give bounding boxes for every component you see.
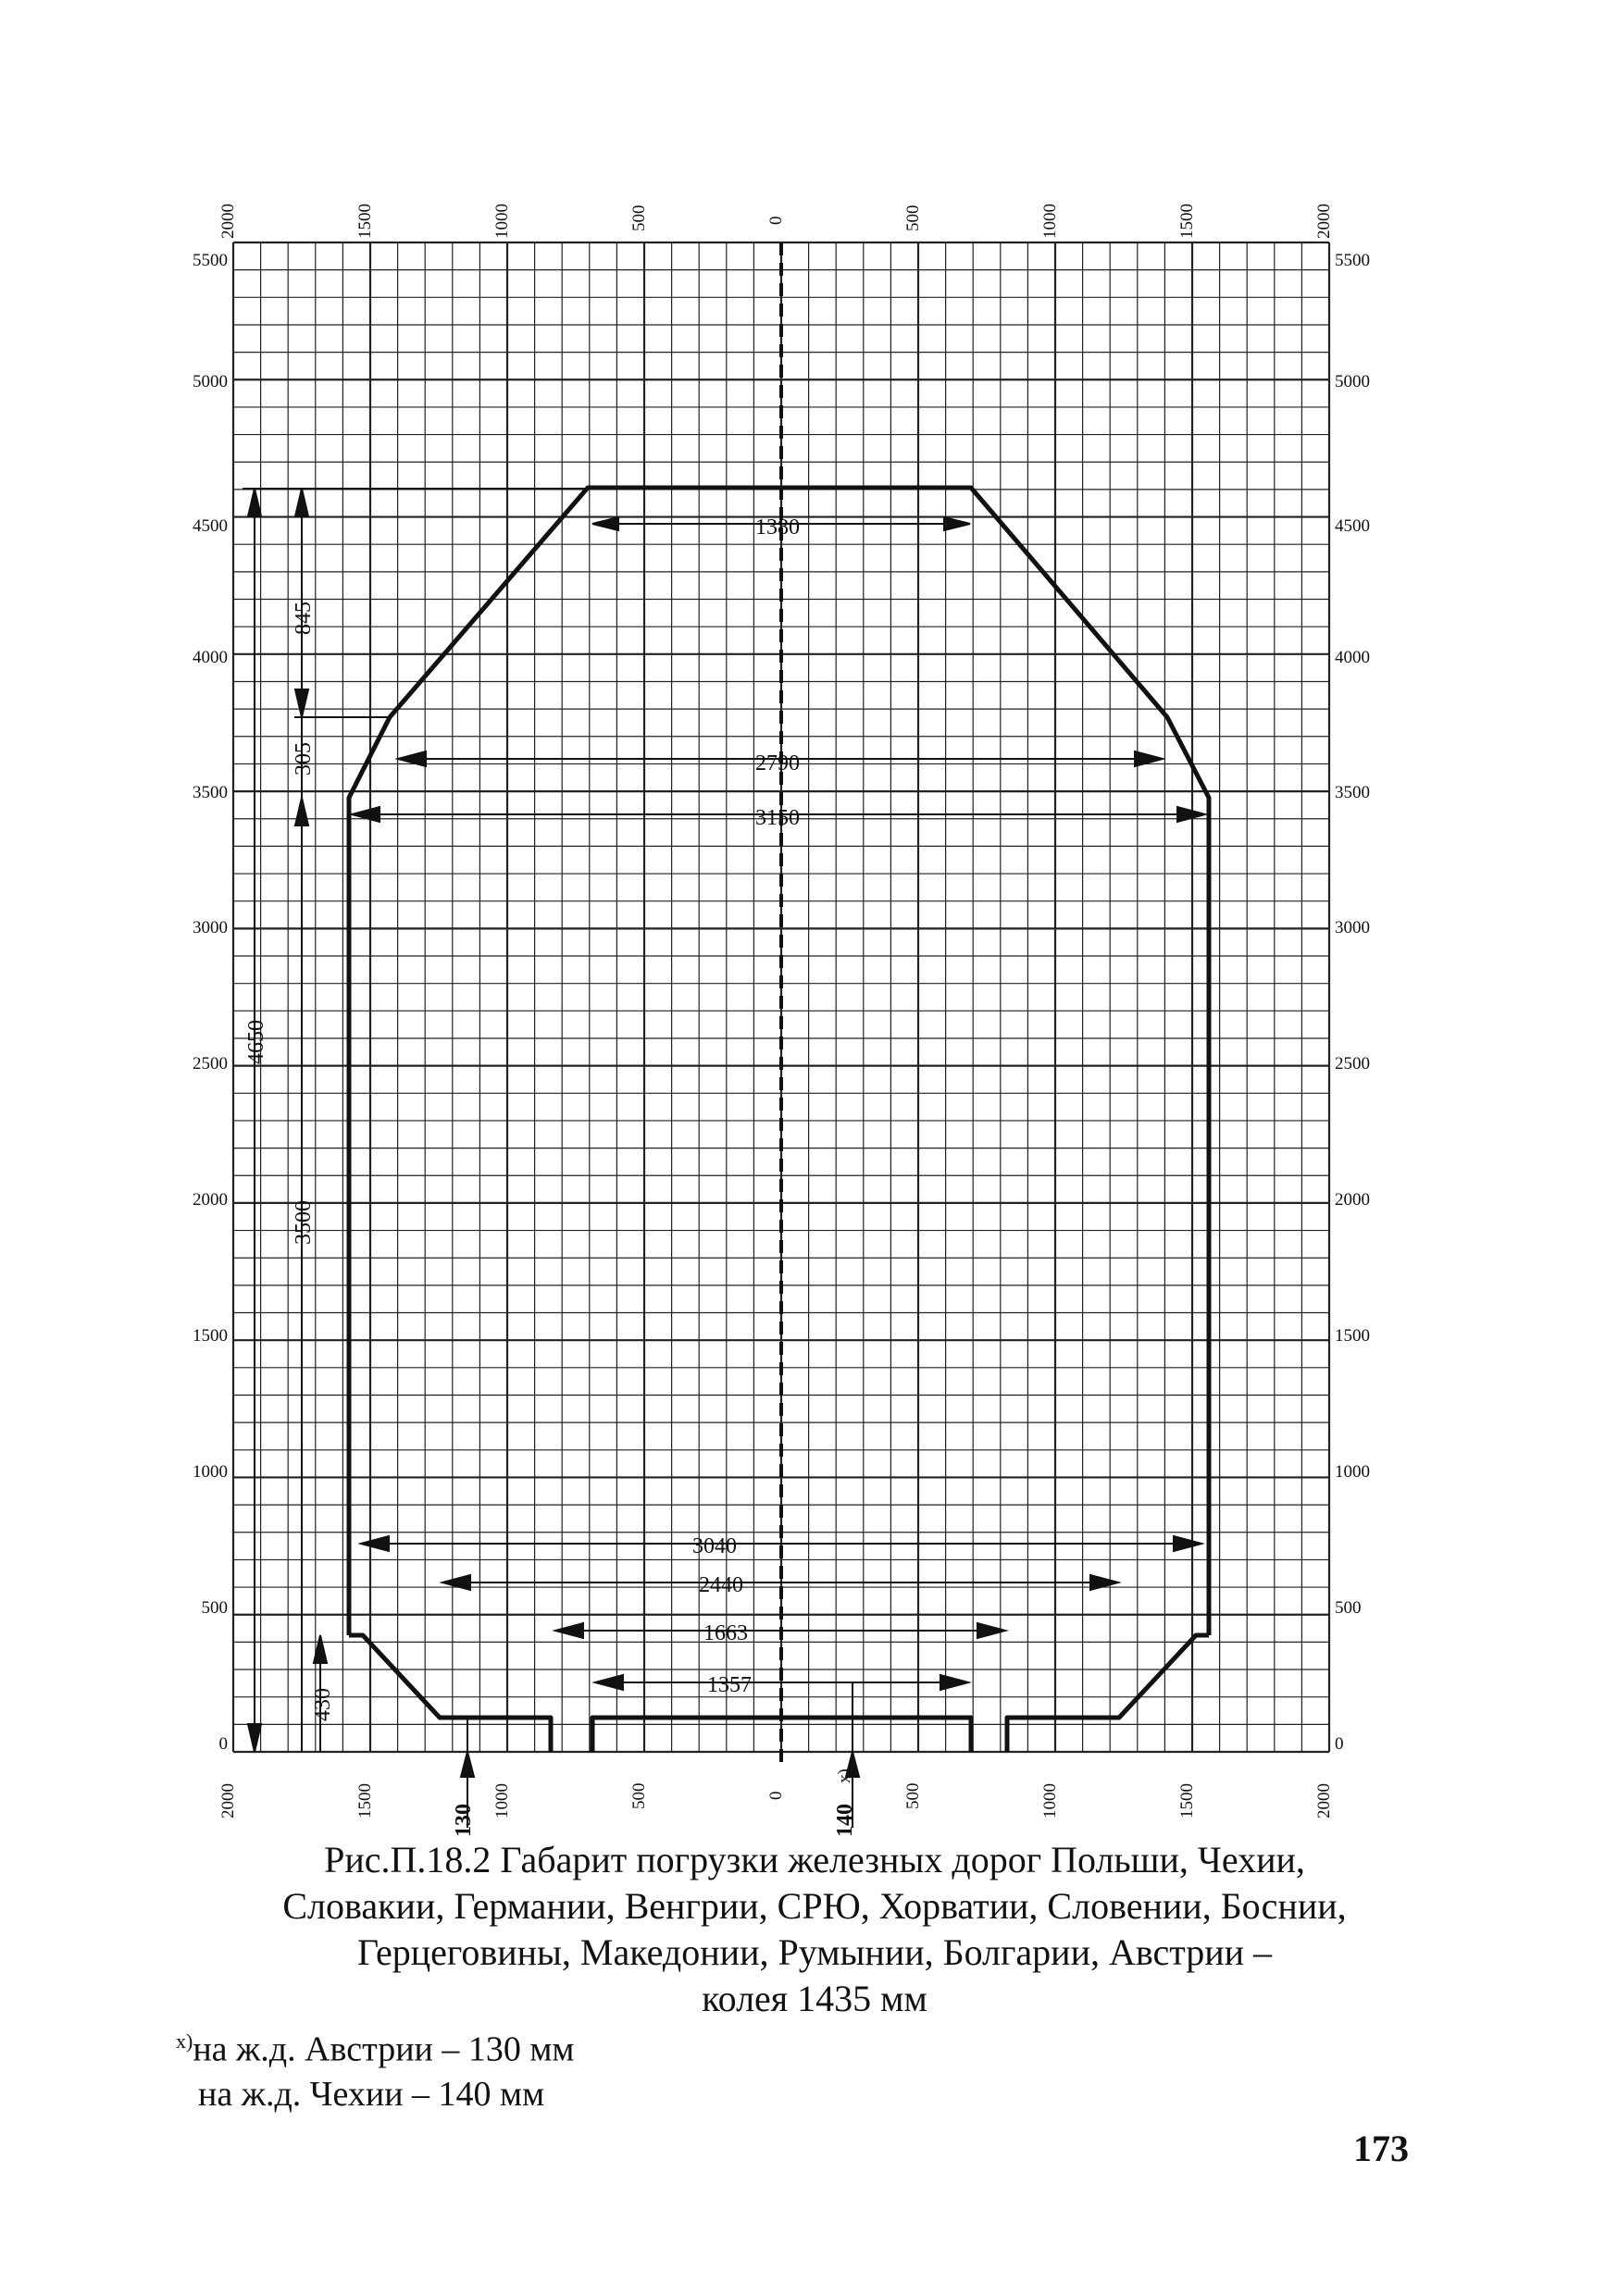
y-left-label: 4000 bbox=[193, 648, 228, 667]
dim-arrow bbox=[977, 1623, 1005, 1638]
y-left-label: 0 bbox=[218, 1734, 228, 1754]
gauge-upper-outline bbox=[349, 488, 1209, 1635]
y-right-label: 2500 bbox=[1335, 1054, 1370, 1074]
dim-label-3500: 3500 bbox=[292, 1200, 316, 1245]
dim-arrow bbox=[555, 1623, 583, 1638]
dim-label-2790: 2790 bbox=[755, 751, 800, 776]
x-bottom-label: 2000 bbox=[218, 1783, 238, 1818]
dim-label-2440: 2440 bbox=[699, 1573, 743, 1597]
dim-arrow bbox=[248, 489, 261, 516]
x-bottom-label: 0 bbox=[766, 1791, 786, 1800]
caption-line: Герцеговины, Македонии, Румынии, Болгарии, Австрии – bbox=[356, 1931, 1273, 1973]
y-right-label: 4500 bbox=[1335, 516, 1370, 536]
dim-label-1380: 1380 bbox=[755, 515, 800, 540]
x-top-label: 1000 bbox=[1040, 204, 1060, 239]
dim-arrow bbox=[592, 517, 618, 530]
marker-140-label: 140 bbox=[833, 1804, 857, 1837]
dim-arrow bbox=[295, 489, 308, 516]
dim-label-3040: 3040 bbox=[692, 1534, 737, 1558]
dim-label-305: 305 bbox=[292, 742, 316, 776]
dim-arrow bbox=[595, 1675, 623, 1690]
dim-label-3150: 3150 bbox=[755, 806, 800, 830]
footnote-line bbox=[176, 2072, 574, 2116]
x-top-label: 500 bbox=[903, 205, 923, 231]
y-left-label: 3500 bbox=[193, 783, 228, 802]
dim-label-430: 430 bbox=[311, 1688, 335, 1721]
y-left-label: 3000 bbox=[193, 918, 228, 937]
dim-label-1357: 1357 bbox=[707, 1673, 752, 1697]
dim-label-845: 845 bbox=[292, 602, 316, 635]
y-right-label: 3000 bbox=[1335, 918, 1370, 937]
x-bottom-label: 1500 bbox=[355, 1783, 375, 1818]
dim-arrow bbox=[1174, 1536, 1201, 1551]
dim-label-4650: 4650 bbox=[244, 1020, 268, 1064]
x-bottom-label: 1500 bbox=[1177, 1783, 1197, 1818]
x-bottom-label: 2000 bbox=[1314, 1783, 1334, 1818]
x-bottom-label: 500 bbox=[629, 1782, 649, 1809]
y-right-label: 4000 bbox=[1335, 648, 1370, 667]
gauge-outline bbox=[349, 488, 1209, 1752]
footnote-mark: x) bbox=[176, 2029, 193, 2053]
y-left-label: 5000 bbox=[193, 372, 228, 391]
marker-140-footnote-mark: x) bbox=[835, 1769, 854, 1783]
page-number: 173 bbox=[1353, 2128, 1409, 2169]
x-bottom-label: 1000 bbox=[1040, 1783, 1060, 1818]
dim-arrow bbox=[295, 689, 308, 717]
x-top-label: 500 bbox=[629, 205, 649, 231]
y-left-label: 5500 bbox=[193, 251, 228, 270]
x-top-label: 1000 bbox=[492, 204, 512, 239]
caption-line: Словакии, Германии, Венгрии, СРЮ, Хорватии, Словении, Боснии, bbox=[282, 1885, 1347, 1927]
dim-arrow bbox=[944, 517, 970, 530]
dimensions bbox=[243, 489, 1205, 1837]
dim-arrow bbox=[248, 1724, 261, 1752]
y-left-label: 500 bbox=[201, 1598, 228, 1618]
y-left-label: 2500 bbox=[193, 1054, 228, 1074]
x-top-label: 1500 bbox=[355, 204, 375, 239]
x-bottom-label: 1000 bbox=[492, 1783, 512, 1818]
gauge-lower-right-outline bbox=[1007, 1635, 1209, 1752]
y-right-label: 1000 bbox=[1335, 1462, 1370, 1482]
y-left-label: 1000 bbox=[193, 1462, 228, 1482]
caption-line: колея 1435 мм bbox=[702, 1978, 927, 2019]
y-right-label: 500 bbox=[1335, 1598, 1362, 1618]
x-bottom-label: 500 bbox=[903, 1782, 923, 1809]
y-left-label: 2000 bbox=[193, 1190, 228, 1210]
y-right-label: 5500 bbox=[1335, 251, 1370, 270]
y-left-label: 4500 bbox=[193, 516, 228, 536]
y-right-label: 5000 bbox=[1335, 372, 1370, 391]
marker-130-arrow bbox=[461, 1752, 474, 1777]
marker-130-label: 130 bbox=[452, 1804, 476, 1837]
dim-arrow bbox=[352, 807, 380, 822]
x-top-label: 2000 bbox=[1314, 204, 1334, 239]
footnote-text: на ж.д. Чехии – 140 мм bbox=[198, 2074, 545, 2114]
figure-caption bbox=[157, 1837, 1472, 2022]
y-left-label: 1500 bbox=[193, 1326, 228, 1346]
gauge-lower-left-outline bbox=[349, 1635, 551, 1752]
x-top-label: 1500 bbox=[1177, 204, 1197, 239]
dim-arrow bbox=[361, 1536, 389, 1551]
dim-label-1663: 1663 bbox=[703, 1621, 748, 1645]
dim-arrow bbox=[940, 1675, 968, 1690]
y-right-label: 3500 bbox=[1335, 783, 1370, 802]
y-right-label: 2000 bbox=[1335, 1190, 1370, 1210]
x-top-label: 0 bbox=[766, 216, 786, 225]
x-top-label: 2000 bbox=[218, 204, 238, 239]
footnote-line bbox=[176, 2019, 574, 2072]
footnote-text: на ж.д. Австрии – 130 мм bbox=[193, 2029, 575, 2069]
footnote bbox=[176, 2019, 574, 2116]
y-right-label: 1500 bbox=[1335, 1326, 1370, 1346]
dim-arrow bbox=[295, 798, 308, 825]
y-right-label: 0 bbox=[1335, 1734, 1344, 1754]
caption-line: Рис.П.18.2 Габарит погрузки железных дорог Польши, Чехии, bbox=[324, 1839, 1305, 1880]
